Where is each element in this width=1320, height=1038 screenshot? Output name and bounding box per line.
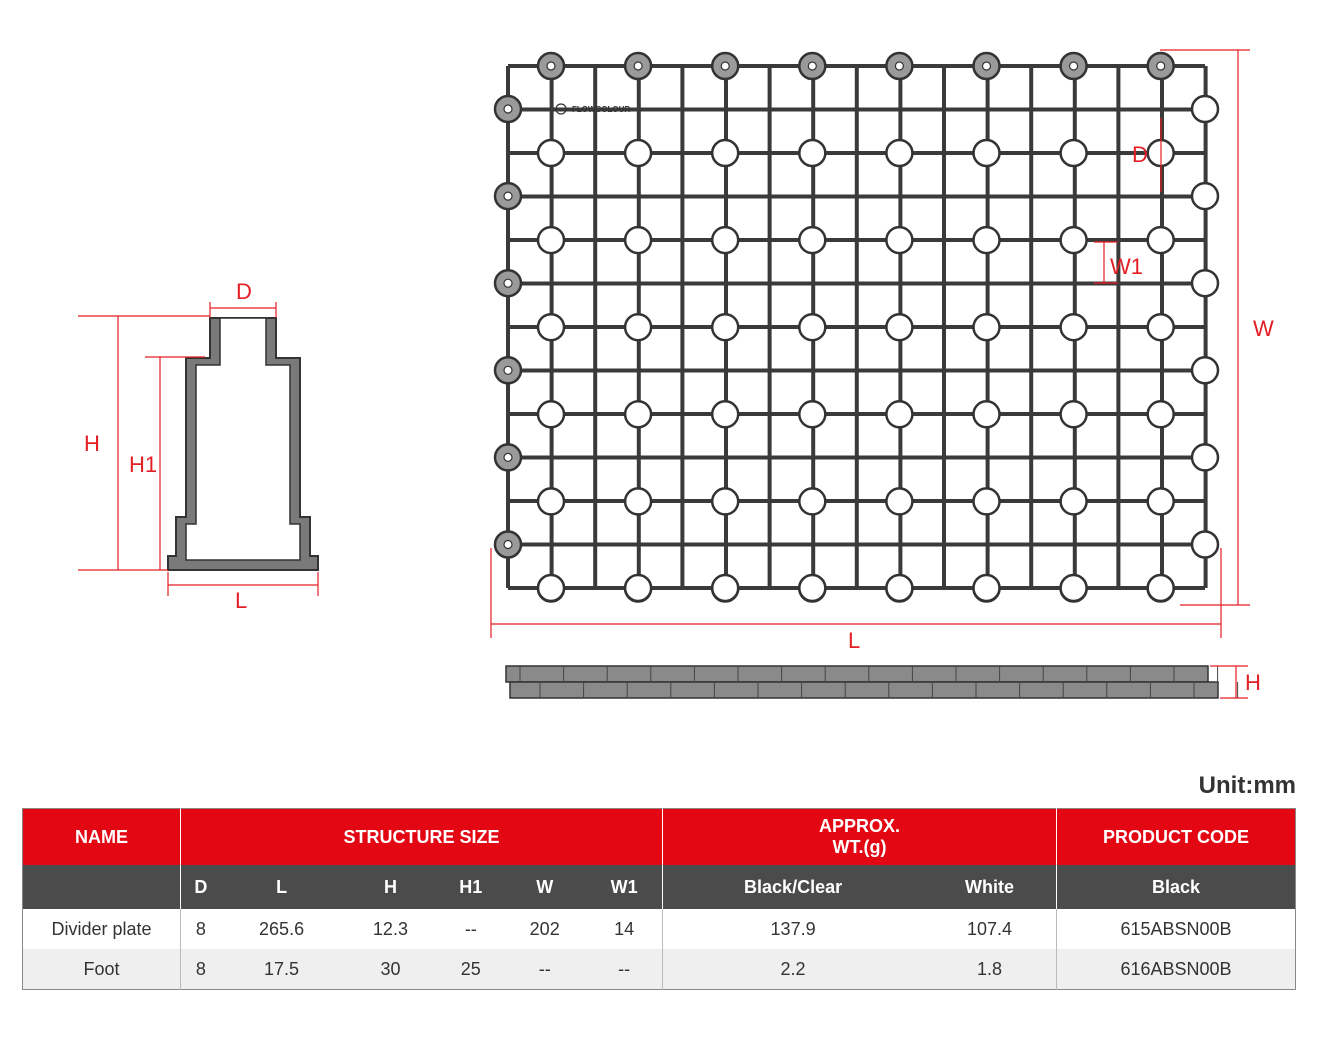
subheader-white: White	[923, 865, 1056, 909]
header-approx-weight	[663, 809, 1057, 866]
table-row	[23, 949, 1296, 990]
header-weight-line1: APPROX.	[819, 816, 901, 836]
subheader-empty	[23, 865, 181, 909]
subheader-l: L	[221, 865, 343, 909]
header-structure-size: STRUCTURE SIZE	[181, 809, 663, 866]
cell-code: 616ABSN00B	[1057, 949, 1296, 990]
brand-logo: FLOWCOLOUR	[572, 105, 631, 114]
subheader-h: H	[342, 865, 438, 909]
cell-white: 107.4	[967, 918, 1013, 939]
cell-d: 8	[181, 909, 221, 949]
row-name: Divider plate	[51, 918, 152, 939]
subheader-w1: W1	[586, 865, 662, 909]
subheader-d: D	[181, 865, 221, 909]
spec-table	[22, 808, 1296, 990]
cell-black-clear: 137.9	[663, 909, 923, 949]
unit-label: Unit:mm	[1198, 772, 1296, 799]
cell-d: 8	[181, 949, 221, 990]
row-name: Foot	[23, 949, 181, 990]
cell-w1: 14	[614, 918, 635, 939]
cell-w1: --	[586, 949, 662, 990]
plate-w1-label: W1	[1110, 254, 1143, 279]
foot-section	[78, 279, 318, 613]
cell-l: 265.6	[259, 918, 305, 939]
cell-w: 202	[529, 918, 560, 939]
cell-h1: --	[464, 918, 477, 939]
divider-plate-side	[506, 666, 1261, 698]
foot-d-label: D	[236, 279, 252, 304]
plate-l-label: L	[848, 628, 861, 653]
cell-h: 12.3	[372, 918, 408, 939]
plate-w-label: W	[1253, 316, 1274, 341]
cell-white: 1.8	[923, 949, 1056, 990]
subheader-black-clear: Black/Clear	[663, 865, 923, 909]
plate-d-label: D	[1132, 142, 1148, 167]
subheader-h1: H1	[438, 865, 503, 909]
plate-grid	[508, 66, 1206, 588]
header-name: NAME	[23, 809, 181, 866]
foot-inner	[186, 318, 300, 560]
cell-h1: 25	[438, 949, 503, 990]
header-product-code: PRODUCT CODE	[1057, 809, 1296, 866]
plate-h-label: H	[1245, 670, 1261, 695]
cell-black-clear: 2.2	[663, 949, 923, 990]
divider-plate-top	[491, 50, 1274, 653]
foot-h1-label: H1	[129, 452, 158, 477]
foot-h-label: H	[84, 431, 100, 456]
cell-code: 615ABSN00B	[1057, 909, 1296, 949]
subheader-w: W	[503, 865, 586, 909]
cell-w: --	[503, 949, 586, 990]
foot-l-label: L	[235, 588, 248, 613]
subheader-black: Black	[1057, 865, 1296, 909]
header-weight-line2: WT.(g)	[832, 837, 887, 857]
table-row	[23, 909, 1296, 949]
cell-l: 17.5	[221, 949, 343, 990]
cell-h: 30	[342, 949, 438, 990]
